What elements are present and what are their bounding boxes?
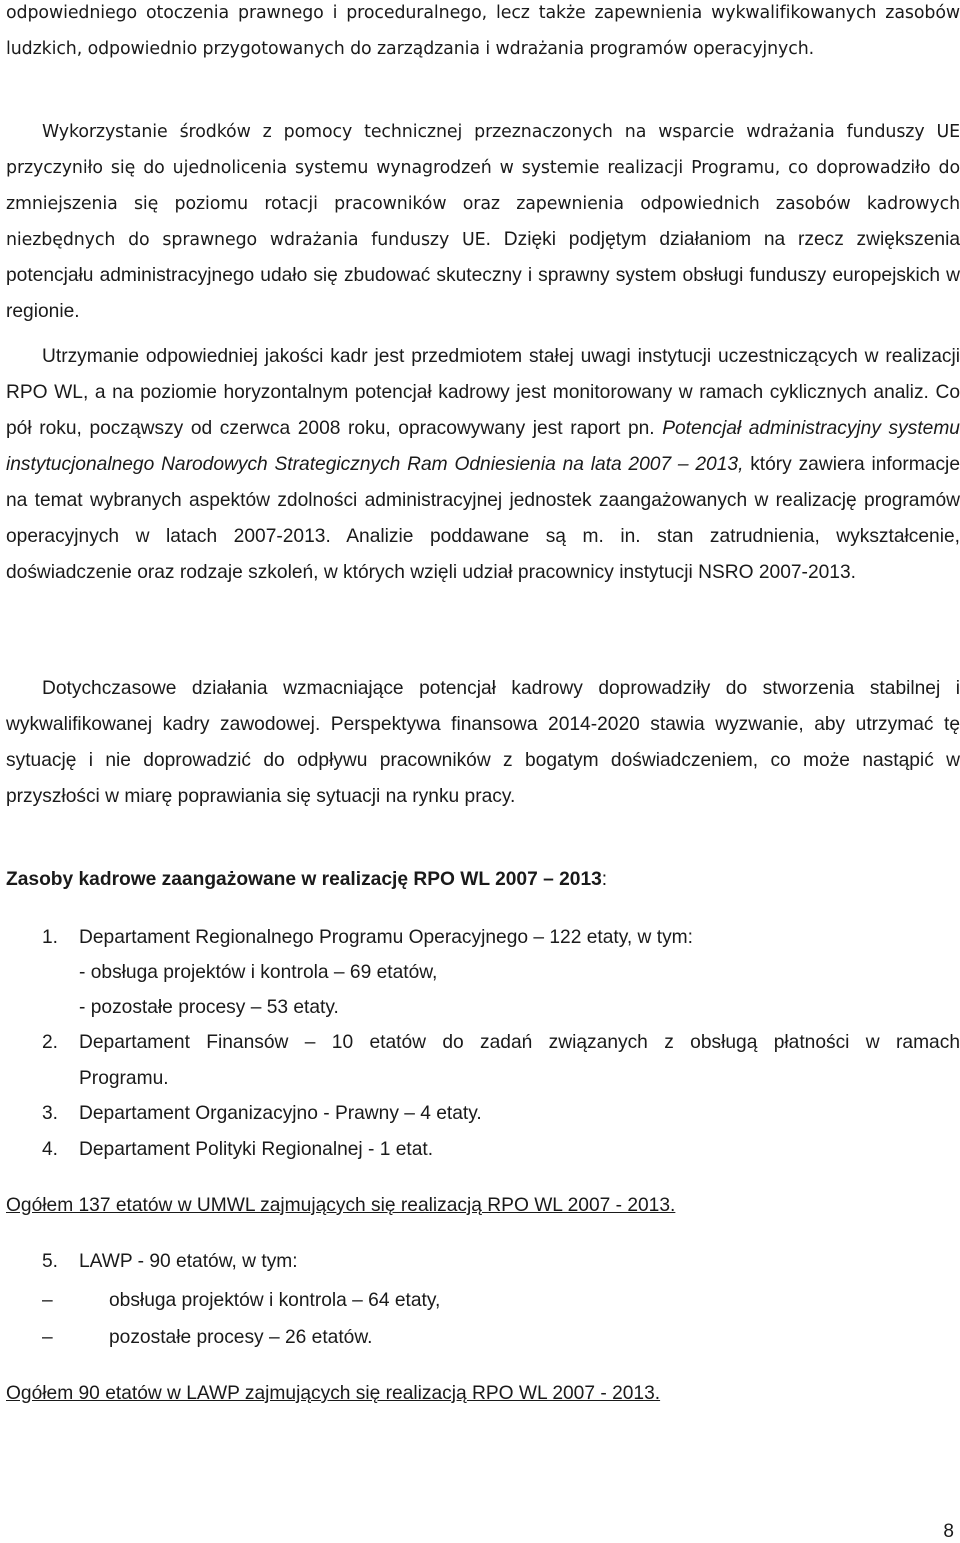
list-sub-item: - obsługa projektów i kontrola – 69 etatów, — [79, 962, 438, 983]
paragraph-staff-quality — [6, 339, 960, 591]
list-item: Departament Organizacyjno - Prawny – 4 etaty. — [79, 1103, 482, 1124]
page-number: 8 — [943, 1521, 954, 1542]
list-sub-item: pozostałe procesy – 26 etatów. — [109, 1327, 373, 1348]
dash-bullet: – — [42, 1327, 53, 1348]
list-item-number: 5. — [42, 1251, 59, 1272]
paragraph-intro-continued: odpowiedniego otoczenia prawnego i proceduralnego, lecz także zapewnienia wykwalifikowanych zasobów ludzkich, odpowiednio przygotowanych do zarządzania i wdrażania programów operacyjnych. — [6, 3, 960, 59]
paragraph-technical-assistance — [6, 114, 960, 330]
list-item: Departament Regionalnego Programu Operacyjnego – 122 etaty, w tym: — [79, 927, 693, 948]
total-umwl: Ogółem 137 etatów w UMWL zajmujących się realizacją RPO WL 2007 - 2013. — [6, 1195, 676, 1216]
list-sub-item: obsługa projektów i kontrola – 64 etaty, — [109, 1290, 441, 1311]
section-heading-text: Zasoby kadrowe zaangażowane w realizację RPO WL 2007 – 2013 — [6, 869, 602, 890]
list-item: Departament Polityki Regionalnej - 1 etat. — [79, 1139, 434, 1160]
list-item: LAWP - 90 etatów, w tym: — [79, 1251, 298, 1272]
list-item-number: 1. — [42, 927, 59, 948]
list-sub-item: - pozostałe procesy – 53 etaty. — [79, 997, 339, 1018]
paragraph-text: Dzięki podjętym działaniom na rzecz zwiększenia potencjału administracyjnego udało się zbudować skuteczny i sprawny system obsługi funduszy europejskich w regionie. — [6, 229, 960, 322]
paragraph-text: Wykorzystanie środków z pomocy technicznej przeznaczonych na wsparcie wdrażania funduszy UE przyczyniło się do ujednolicenia systemu wynagrodzeń w systemie realizacji Programu, co doprowadziło do zmniejszenia się poziomu rotacji pracowników oraz zapewnienia odpowiednich zasobów kadrowych niezbędnych do sprawnego wdrażania funduszy UE. — [6, 122, 960, 250]
report-title: Potencjał administracyjny systemu instytucjonalnego Narodowych Strategicznych Ram Odniesienia na lata 2007 – 2013, — [6, 418, 960, 475]
list-item-number: 3. — [42, 1103, 59, 1124]
paragraph-text: który zawiera informacje na temat wybranych aspektów zdolności administracyjnej jednostek zaangażowanych w realizację programów operacyjnych w latach 2007-2013. Analizie poddawane są m. in. stan zatrudnienia, wykształcenie, doświadczenie oraz rodzaje szkoleń, w których wzięli udział pracownicy instytucji NSRO 2007-2013. — [6, 454, 960, 583]
paragraph-perspective: Dotychczasowe działania wzmacniające potencjał kadrowy doprowadziły do stworzenia stabilnej i wykwalifikowanej kadry zawodowej. Perspektywa finansowa 2014-2020 stawia wyzwanie, aby utrzymać tę sytuację i nie doprowadzić do odpływu pracowników z bogatym doświadczeniem, co może nastąpić w przyszłości w miarę poprawiania się sytuacji na rynku pracy. — [6, 678, 960, 807]
list-item-number: 2. — [42, 1032, 59, 1053]
list-item: Departament Finansów – 10 etatów do zadań związanych z obsługą płatności w ramach Programu. — [79, 1032, 960, 1089]
list-item-number: 4. — [42, 1139, 59, 1160]
paragraph-text: Utrzymanie odpowiedniej jakości kadr jest przedmiotem stałej uwagi instytucji uczestniczących w realizacji RPO WL, a na poziomie horyzontalnym potencjał kadrowy jest monitorowany w ramach cyklicznych analiz. Co pół roku, począwszy od czerwca 2008 roku, opracowywany jest raport pn. — [6, 346, 960, 439]
section-heading-colon: : — [601, 869, 608, 890]
total-lawp: Ogółem 90 etatów w LAWP zajmujących się realizacją RPO WL 2007 - 2013. — [6, 1383, 661, 1404]
dash-bullet: – — [42, 1290, 53, 1311]
section-heading — [6, 862, 960, 898]
